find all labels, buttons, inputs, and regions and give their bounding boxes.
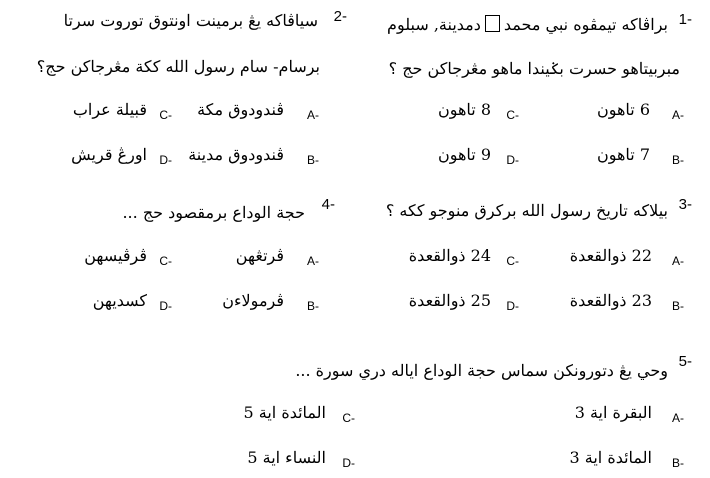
option-text[interactable]: 24 ذوالقعدة xyxy=(408,246,491,265)
option-letter: C- xyxy=(159,108,172,122)
question-text-line-1: وحي يڠ دتورونکن سماس حجة الوداع اياله دري سورة ... xyxy=(295,361,668,380)
option-text[interactable]: 23 ذوالقعدة xyxy=(569,291,652,310)
option-text[interactable]: اورڠ قريش xyxy=(71,145,147,164)
option-text[interactable]: المائدة اية 3 xyxy=(569,448,652,467)
option-text[interactable]: المائدة اية 5 xyxy=(243,403,326,422)
question-number: 2- xyxy=(333,8,347,25)
question-text: براڤاکه تيمڤوه نبي محمد xyxy=(503,15,668,34)
option-text[interactable]: ڤرمولاءن xyxy=(222,291,284,310)
option-text[interactable]: 8 تاهون xyxy=(437,100,491,119)
question-text-line-1 xyxy=(387,15,668,34)
option-text[interactable]: ڤرڤيسهن xyxy=(84,246,147,265)
question-text-line-2: مبربيتاهو حسرت بݢيندا ماهو مڠرجاکن حج ؟ xyxy=(388,59,680,78)
question-text-line-1: سياڤاکه يڠ برمينت اونتوق توروت سرتا xyxy=(63,11,318,30)
option-letter: D- xyxy=(506,153,519,167)
question-text-line-1: بيلاکه تاريخ رسول الله برکرق منوجو ککه ؟ xyxy=(385,201,668,220)
option-letter: C- xyxy=(342,411,355,425)
option-letter: A- xyxy=(672,411,684,425)
option-text[interactable]: قبيلة عراب xyxy=(72,100,147,119)
question-number: 3- xyxy=(678,196,692,213)
option-text[interactable]: 22 ذوالقعدة xyxy=(569,246,652,265)
option-text[interactable]: ڤندودوق مدينة xyxy=(188,145,284,164)
option-letter: D- xyxy=(506,299,519,313)
option-letter: B- xyxy=(307,299,319,313)
question-number: 4- xyxy=(321,196,335,213)
option-letter: D- xyxy=(342,456,355,470)
option-text[interactable]: ڤندودوق مکة xyxy=(197,100,284,119)
option-letter: C- xyxy=(506,254,519,268)
option-text[interactable]: البقرة اية 3 xyxy=(574,403,652,422)
question-number: 1- xyxy=(678,11,692,28)
option-letter: B- xyxy=(672,153,684,167)
option-letter: C- xyxy=(159,254,172,268)
option-text[interactable]: کسديهن xyxy=(92,291,147,310)
option-letter: C- xyxy=(506,108,519,122)
option-letter: A- xyxy=(672,254,684,268)
option-letter: A- xyxy=(672,108,684,122)
option-letter: A- xyxy=(307,108,319,122)
question-text-line-1: حجة الوداع برمقصود حج ... xyxy=(122,203,305,222)
option-text[interactable]: 25 ذوالقعدة xyxy=(408,291,491,310)
question-text: دمدينة, سبلوم xyxy=(387,15,481,34)
option-text[interactable]: 7 تاهون xyxy=(596,145,650,164)
option-text[interactable]: النساء اية 5 xyxy=(247,448,326,467)
blank-box xyxy=(485,15,500,32)
option-text[interactable]: ڤرتڠهن xyxy=(235,246,284,265)
question-text-line-2: برسام- سام رسول الله ککة مڠرجاکن حج؟ xyxy=(36,57,320,76)
option-letter: B- xyxy=(307,153,319,167)
question-number: 5- xyxy=(678,353,692,370)
option-letter: A- xyxy=(307,254,319,268)
option-letter: D- xyxy=(159,299,172,313)
option-letter: B- xyxy=(672,456,684,470)
option-letter: B- xyxy=(672,299,684,313)
option-text[interactable]: 9 تاهون xyxy=(437,145,491,164)
option-letter: D- xyxy=(159,153,172,167)
option-text[interactable]: 6 تاهون xyxy=(596,100,650,119)
